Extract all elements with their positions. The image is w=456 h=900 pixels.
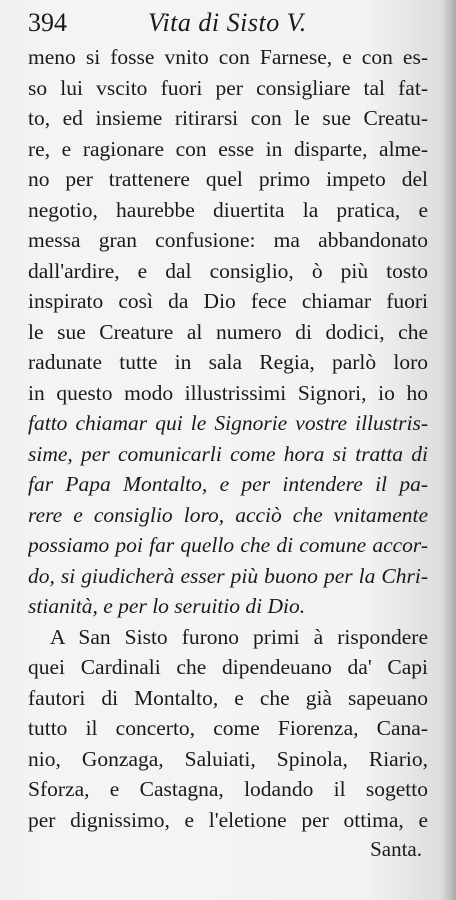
text-line: A San Sisto furono primi à rispondere: [50, 624, 428, 649]
text-line: dall'ardire, e dal consiglio, ò più tosto: [28, 258, 428, 283]
page-number: 394: [28, 8, 67, 37]
catchword: Santa.: [370, 837, 422, 861]
text-line: meno si fosse vnito con Farnese, e con es-: [28, 45, 428, 69]
text-line: sime, per comunicarli come hora si tratta di: [28, 441, 428, 466]
text-line: to, ed insieme ritirarsi con le sue Creatu-: [28, 106, 428, 130]
text-line: negotio, haurebbe diuertita la pratica, e: [28, 197, 428, 222]
text-line: per dignissimo, e l'eletione per ottima, e: [28, 807, 428, 832]
body-text: [28, 42, 434, 835]
text-line: re, e ragionare con esse in disparte, alme-: [28, 136, 428, 161]
running-title: Vita di Sisto V.: [148, 8, 307, 37]
text-line: so lui vscito fuori per consigliare tal fat-: [28, 75, 428, 100]
text-line: stianità, e per lo seruitio di Dio.: [28, 594, 306, 618]
text-line: no per trattenere quel primo impeto del: [28, 167, 428, 191]
text-line: nio, Gonzaga, Saluiati, Spinola, Riario,: [28, 746, 428, 771]
text-line: tutto il concerto, come Fiorenza, Cana-: [28, 716, 428, 740]
text-line: possiamo poi far quello che di comune accor-: [28, 533, 428, 557]
text-line: rere e consiglio loro, acciò che vnitamente: [28, 502, 428, 527]
text-line: far Papa Montalto, e per intendere il pa-: [28, 472, 428, 496]
text-line: quei Cardinali che dipendeuano da' Capi: [28, 655, 428, 679]
text-line: in questo modo illustrissimi Signori, io ho: [28, 380, 428, 405]
text-line: fatto chiamar qui le Signorie vostre illustris-: [28, 411, 428, 435]
text-line: fautori di Montalto, e che già sapeuano: [28, 685, 428, 710]
text-line: inspirato così da Dio fece chiamar fuori: [28, 289, 428, 313]
page-header: [28, 8, 434, 38]
text-line: radunate tutte in sala Regia, parlò loro: [28, 350, 428, 374]
text-line: le sue Creature al numero di dodici, che: [28, 319, 428, 344]
text-line: do, si giudicherà esser più buono per la Chri-: [28, 563, 428, 588]
text-line: messa gran confusione: ma abbandonato: [28, 228, 428, 252]
text-line: Sforza, e Castagna, lodando il sogetto: [28, 777, 428, 801]
